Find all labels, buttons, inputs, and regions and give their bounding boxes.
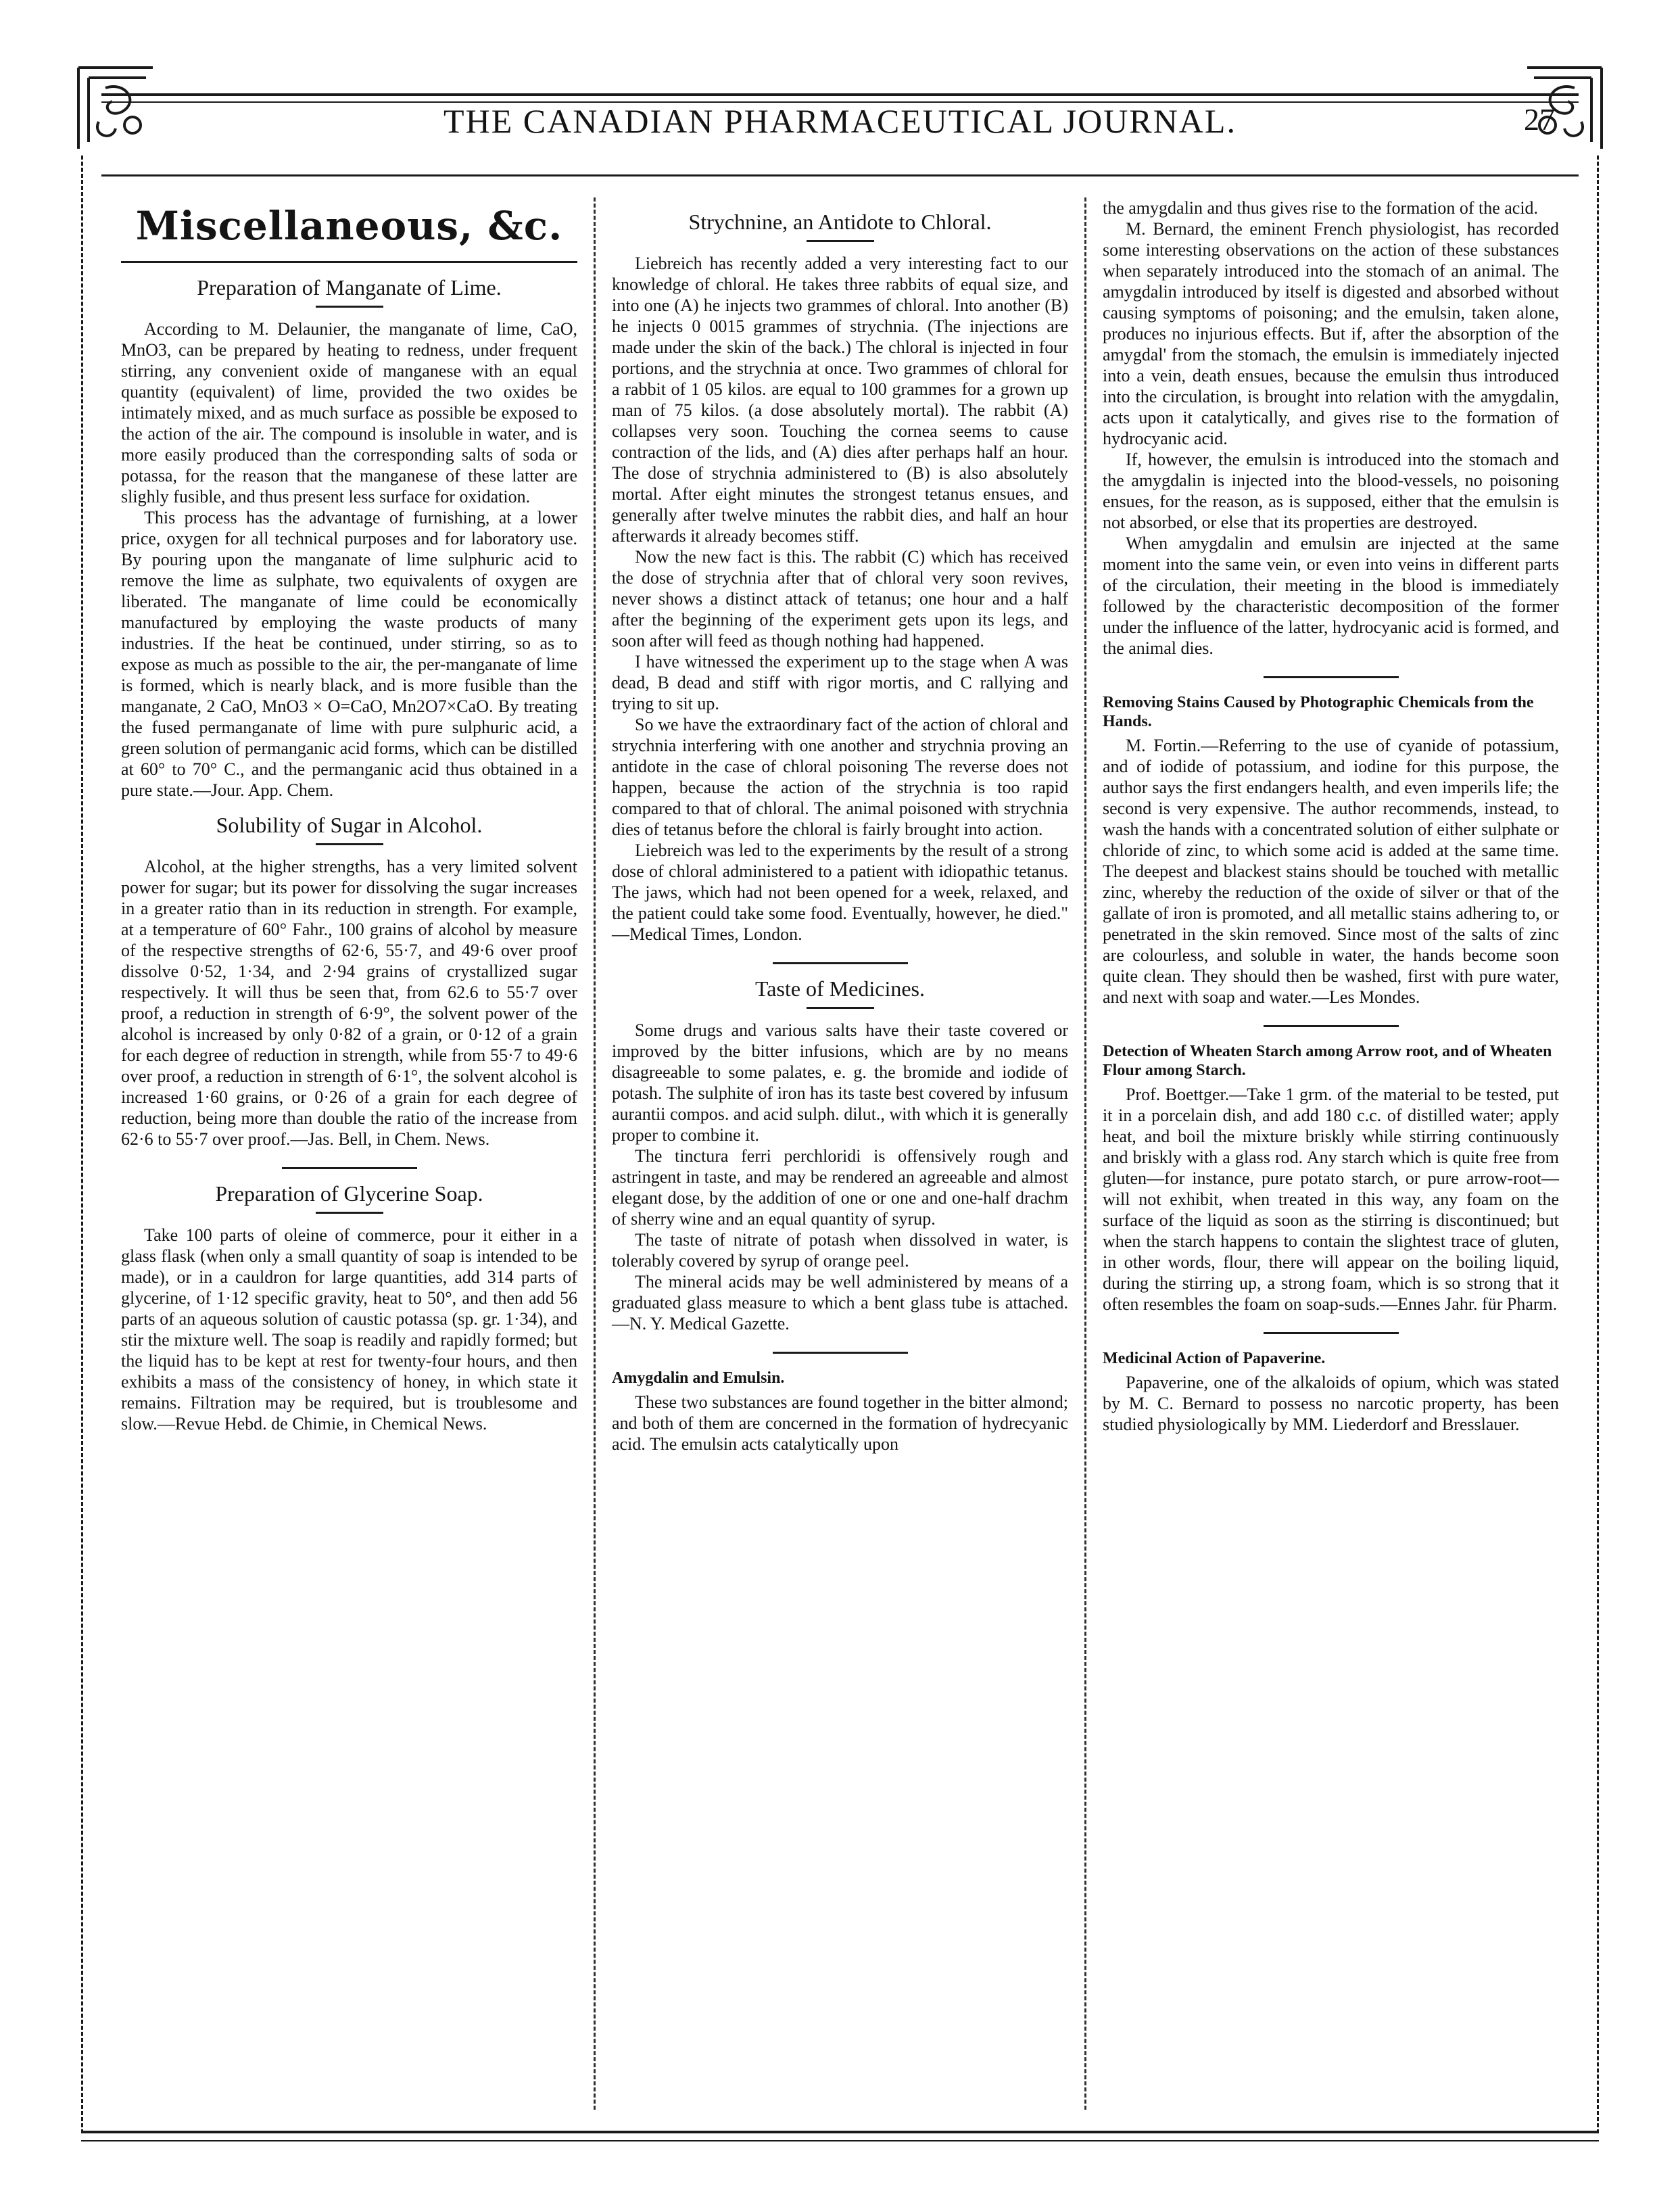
divider-rule (773, 962, 908, 964)
journal-title: THE CANADIAN PHARMACEUTICAL JOURNAL. (443, 102, 1237, 140)
article-paragraph: M. Fortin.—Referring to the use of cyanide of potassium, and of iodide of potassium, and iodine for this purpose, the author says the first endangers health, and even imperils life; the second is very expensive. The author recommends, instead, to wash the hands with a concentrated solution of either sulphate or chloride of zinc, to which some acid is added at the same time. The deepest and blackest stains should be touched with metallic zinc, whereby the reduction of the oxide of silver or that of the gallate of iron is promoted, and all metallic stains adhering to, or penetrated in the skin removed. Since most of the salts of zinc are colourless, and soluble in water, the hands become soon quite clean. They should then be washed, first with pure water, and next with soap and water.—Les Mondes. (1103, 736, 1559, 1007)
title-rule (807, 240, 874, 242)
article-paragraph: If, however, the emulsin is introduced into the stomach and the amygdalin is injected into the blood-vessels, no poisoning ensues, for the reason, as is supposed, either that the emulsin is not absorbed, or else that its properties are destroyed. (1103, 450, 1559, 532)
frame-left-border (81, 156, 83, 2133)
article-paragraph: When amygdalin and emulsin are injected at the same moment into the same vein, or even into veins in different parts of the circulation, their meeting in the blood is immediately followed by the characteristic decomposition of the former under the influence of the latter, hydrocyanic acid is formed, and the animal dies. (1103, 534, 1559, 658)
frame-right-border (1597, 156, 1599, 2133)
section-title: Miscellaneous, &c. (135, 203, 563, 249)
article-paragraph: Some drugs and various salts have their taste covered or improved by the bitter infusions, which are by no means disagreeable to some palates, e. g. the bromide and iodide of potash. The sulphite of iron has its taste best covered by infusum aurantii compos. and acid sulph. dilut., with which it is generally proper to combine it. (612, 1020, 1068, 1145)
article-paragraph: The mineral acids may be well administered by means of a graduated glass measure to which a bent glass tube is attached.—N. Y. Medical Gazette. (612, 1272, 1068, 1333)
article-title-starch: Detection of Wheaten Starch among Arrow root, and of Wheaten Flour among Starch. (1103, 1043, 1552, 1079)
article-paragraph: Alcohol, at the higher strengths, has a very limited solvent power for sugar; but its power for dissolving the sugar increases in a greater ratio than in its reduction in strength. For example, at a temperature of 60° Fahr., 100 grains of alcohol by measure of the respective strengths of 62·6, 55·7, and 49·6 over proof dissolve 0·52, 1·34, and 2·94 grains of crystallized sugar respectively. It will thus be seen that, from 62.6 to 55·7 over proof, a reduction in strength of 6·9°, the solvent power of the alcohol is increased by only 0·82 of a grain, or 0·12 of a grain for each degree of reduction in strength, while from 55·7 to 49·6 over proof, a reduction in strength of 6·1°, the solvent alcohol is increased 1·60 grains, or 0·26 of a grain for each degree of reduction, being more than double the ratio of the increase from 62·6 to 55·7 over proof.—Jas. Bell, in Chem. News. (121, 857, 577, 1149)
title-rule (316, 1212, 383, 1214)
column-3 (1086, 197, 1575, 2110)
title-rule (316, 306, 383, 308)
frame-bottom-border-inner (81, 2140, 1599, 2141)
column-2 (596, 197, 1086, 2110)
article-paragraph: Prof. Boettger.—Take 1 grm. of the material to be tested, put it in a porcelain dish, and add 180 c.c. of distilled water; apply heat, and boil the mixture briskly while stirring continuously and briskly with a glass rod. Any starch which is quite free from gluten—for instance, pure potato starch, or pure arrow-root—will not exhibit, when treated in this way, any foam on the surface of the liquid as soon as the stirring is discontinued; but when the starch happens to contain the slightest trace of gluten, in other words, flour, there will appear on the boiling liquid, during the stirring up, a strong foam, which is so strong that it often resembles the foam on soap-suds.—Ennes Jahr. für Pharm. (1103, 1085, 1559, 1314)
ornamental-frame-top (101, 93, 1579, 96)
divider-rule (1264, 1025, 1399, 1027)
divider-rule (773, 1352, 908, 1354)
section-title-rule (121, 261, 577, 263)
article-paragraph: Liebreich was led to the experiments by the result of a strong dose of chloral administered to a patient with idiopathic tetanus. The jaws, which had not been opened for a week, relaxed, and the patient could take some food. Eventually, however, he died." —Medical Times, London. (612, 841, 1068, 944)
article-paragraph: Take 100 parts of oleine of commerce, pour it either in a glass flask (when only a small quantity of soap is intended to be made), or in a cauldron for large quantities, add 314 parts of glycerine, of 1·12 specific gravity, heat to 50°, and then add 56 parts of an aqueous solution of caustic potassa (sp. gr. 1·34), and stir the mixture well. The soap is readily and rapidly formed; but the liquid has to be kept at rest for twenty-four hours, and then exhibits a mass of the consistency of honey, in which state it remains. Filtration may be required, but is troublesome and slow.—Revue Hebd. de Chimie, in Chemical News. (121, 1225, 577, 1434)
article-paragraph: I have witnessed the experiment up to the stage when A was dead, B dead and stiff with rigor mortis, and C rallying and trying to sit up. (612, 652, 1068, 713)
title-rule (807, 1007, 874, 1009)
divider-rule (1264, 676, 1399, 678)
article-paragraph: The taste of nitrate of potash when dissolved in water, is tolerably covered by syrup of orange peel. (612, 1230, 1068, 1271)
article-title-papaverine: Medicinal Action of Papaverine. (1103, 1350, 1326, 1367)
article-paragraph: M. Bernard, the eminent French physiologist, has recorded some interesting observations on the action of these substances when separately introduced into the stomach of an animal. The amygdalin introduced by itself is digested and absorbed without causing symptoms of poisoning; and the emulsin, taken alone, produces no injurious effects. But if, after the absorption of the amygdal' from the stomach, the emulsin is immediately injected into a vein, death ensues, because the emulsin thus introduced into the circulation, is brought into relation with the amygdalin, acts upon it catalytically, and gives rise to the formation of hydrocyanic acid. (1103, 219, 1559, 448)
article-title-stains: Removing Stains Caused by Photographic Chemicals from the Hands. (1103, 694, 1534, 730)
article-title-amygdalin: Amygdalin and Emulsin. (612, 1369, 785, 1387)
text-columns (105, 197, 1575, 2110)
corner-ornament-left (65, 54, 166, 162)
article-title-strychnine: Strychnine, an Antidote to Chloral. (688, 210, 992, 234)
article-title-manganate: Preparation of Manganate of Lime. (197, 275, 502, 300)
header-rule (101, 174, 1579, 176)
column-1 (105, 197, 596, 2110)
article-paragraph: Now the new fact is this. The rabbit (C) which has received the dose of strychnia after that of chloral very soon revives, never shows a distinct attack of tetanus; one hour and a half after the beginning of the experiment gets upon its legs, and soon after will feed as though nothing had happened. (612, 547, 1068, 650)
title-rule (316, 843, 383, 845)
frame-bottom-border (81, 2131, 1599, 2133)
article-title-glycerine: Preparation of Glycerine Soap. (215, 1181, 483, 1206)
article-paragraph: Liebreich has recently added a very interesting fact to our knowledge of chloral. He takes three rabbits of equal size, and into one (A) he injects two grammes of chloral. Into another (B) he injects 0 0015 grammes of strychnia. (The injections are made under the skin of the back.) The chloral is injected in four portions, and the strychnia at once. Two grammes of chloral for a rabbit of 1 05 kilos. are equal to 100 grammes for a grown up man of 75 kilos. (a dose absolutely mortal). The rabbit (A) collapses very soon. Touching the cornea seems to cause contraction of the lids, and (A) dies after perhaps half an hour. The dose of strychnia administered to (B) is also absolutely mortal. After eight minutes the strongest tetanus ensues, and generally after twelve minutes the rabbit dies, and half an hour afterwards it already becomes stiff. (612, 254, 1068, 546)
article-paragraph: This process has the advantage of furnishing, at a lower price, oxygen for all technical purposes and for laboratory use. By pouring upon the manganate of lime sulphuric acid to remove the lime as sulphate, two equivalents of oxygen are liberated. The manganate of lime could be economically manufactured by employing the waste products of many industries. If the heat be continued, under stirring, so as to expose as much as possible to the air, the per-manganate of lime is formed, which is nearly black, and is more fusible than the manganate, 2 CaO, MnO3 × O=CaO, Mn2O7×CaO. By treating the fused permanganate of lime with pure sulphuric acid, a green solution of permanganic acid forms, which can be distilled at 60° to 70° C., and the permanganic acid thus obtained in a pure state.—Jour. App. Chem. (121, 508, 577, 800)
article-paragraph: The tinctura ferri perchloridi is offensively rough and astringent in taste, and may be rendered an agreeable and almost elegant dose, by the addition of one or one and one-half drachm of sherry wine and an equal quantity of syrup. (612, 1146, 1068, 1229)
article-paragraph: So we have the extraordinary fact of the action of chloral and strychnia interfering with one another and strychnia proving an antidote in the case of chloral poisoning The reverse does not happen, because the action of the strychnia is too rapid compared to that of chloral. The animal poisoned with strychnia dies of tetanus before the chloral is fairly brought into action. (612, 715, 1068, 839)
article-paragraph: Papaverine, one of the alkaloids of opium, which was stated by M. C. Bernard to possess no narcotic property, has been studied physiologically by MM. Liederdorf and Bresslauer. (1103, 1373, 1559, 1434)
article-paragraph: According to M. Delaunier, the manganate of lime, CaO, MnO3, can be prepared by heating to redness, under frequent stirring, any convenient oxide of manganese with an equal quantity (equivalent) of lime, provided the two oxides be intimately mixed, and as much surface as possible be exposed to the action of the air. The compound is insoluble in water, and is more easily produced than the corresponding salts of soda or potassa, for the reason that the manganese of these latter are slighly fusible, and thus present less surface for oxidation. (121, 319, 577, 506)
article-paragraph: These two substances are found together in the bitter almond; and both of them are concerned in the formation of hydrecyanic acid. The emulsin acts catalytically upon (612, 1392, 1068, 1454)
article-paragraph: the amygdalin and thus gives rise to the formation of the acid. (1103, 198, 1539, 218)
page-number: 27 (1524, 102, 1555, 137)
divider-rule (1264, 1332, 1399, 1334)
article-title-sugar: Solubility of Sugar in Alcohol. (216, 813, 483, 837)
article-title-taste: Taste of Medicines. (754, 976, 925, 1001)
divider-rule (282, 1167, 417, 1169)
